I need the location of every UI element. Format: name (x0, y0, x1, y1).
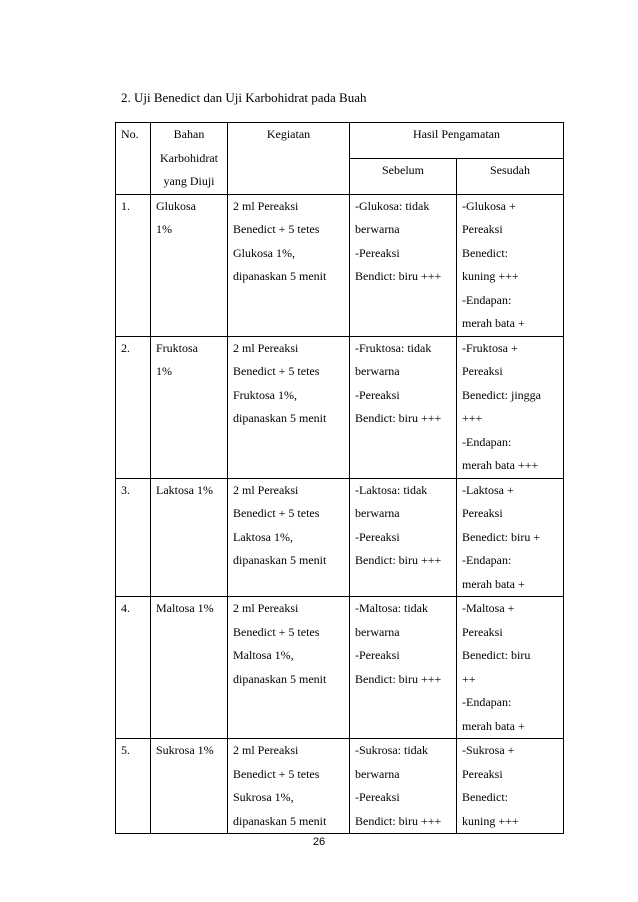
cell-kegiatan-line: Benedict + 5 tetes (233, 506, 320, 520)
cell-bahan (151, 478, 228, 597)
cell-kegiatan-line: Benedict + 5 tetes (233, 766, 320, 781)
cell-sesudah-line: -Endapan: (462, 434, 512, 449)
cell-sebelum-line: -Sukrosa: tidak (355, 743, 428, 757)
cell-sesudah (457, 739, 564, 834)
cell-kegiatan-line: dipanaskan 5 menit (233, 411, 327, 425)
cell-sesudah-line: -Glukosa + (462, 198, 516, 213)
cell-bahan-line: Fruktosa (156, 340, 198, 355)
cell-sebelum-line: berwarna (355, 222, 400, 236)
cell-bahan-line: Laktosa 1% (156, 482, 213, 497)
page-number: 26 (312, 836, 326, 848)
cell-sebelum-line: -Pereaksi (355, 529, 400, 544)
cell-sebelum-line: -Fruktosa: tidak (355, 340, 432, 355)
cell-kegiatan (228, 478, 350, 597)
cell-sesudah-line: merah bata + (462, 576, 525, 591)
cell-sesudah-line: Benedict: jingga (462, 387, 541, 402)
header-sebelum: Sebelum (350, 158, 457, 194)
cell-bahan-line: Glukosa (156, 198, 196, 213)
cell-sesudah-line: Pereaksi (462, 506, 503, 520)
cell-kegiatan-line: dipanaskan 5 menit (233, 269, 327, 283)
cell-no: 3. (116, 478, 151, 597)
cell-kegiatan-line: Maltosa 1%, (233, 648, 294, 662)
cell-bahan (151, 194, 228, 336)
cell-sebelum-line: Bendict: biru +++ (355, 813, 442, 828)
header-kegiatan: Kegiatan (228, 123, 350, 195)
header-bahan (151, 123, 228, 195)
table-body (116, 194, 564, 834)
cell-sebelum-line: berwarna (355, 766, 400, 781)
table-row (116, 597, 564, 739)
header-hasil: Hasil Pengamatan (350, 123, 564, 159)
cell-kegiatan-line: 2 ml Pereaksi (233, 482, 299, 497)
cell-kegiatan-line: 2 ml Pereaksi (233, 340, 299, 355)
cell-sesudah-line: -Endapan: (462, 292, 512, 307)
cell-sebelum-line: -Maltosa: tidak (355, 601, 428, 615)
cell-sebelum-line: Bendict: biru +++ (355, 269, 442, 283)
header-bahan-line: Bahan (173, 127, 205, 141)
cell-kegiatan-line: 2 ml Pereaksi (233, 743, 299, 757)
cell-kegiatan-line: Fruktosa 1%, (233, 387, 297, 402)
cell-no: 5. (116, 739, 151, 834)
cell-sesudah-line: merah bata + (462, 316, 525, 330)
cell-sebelum-line: Bendict: biru +++ (355, 553, 442, 567)
cell-sesudah-line: +++ (462, 411, 483, 425)
cell-kegiatan-line: Benedict + 5 tetes (233, 624, 320, 639)
cell-sebelum-line: -Pereaksi (355, 387, 400, 402)
cell-sebelum (350, 739, 457, 834)
observation-table (115, 122, 564, 834)
cell-sebelum-line: -Pereaksi (355, 790, 400, 804)
cell-sebelum (350, 336, 457, 478)
cell-sebelum-line: -Pereaksi (355, 648, 400, 662)
cell-bahan (151, 597, 228, 739)
cell-kegiatan-line: dipanaskan 5 menit (233, 813, 327, 828)
cell-sesudah-line: Benedict: (462, 790, 508, 804)
cell-kegiatan-line: Benedict + 5 tetes (233, 364, 320, 378)
cell-sesudah-line: Pereaksi (462, 624, 503, 639)
cell-sesudah-line: kuning +++ (462, 269, 519, 283)
cell-kegiatan-line: 2 ml Pereaksi (233, 601, 299, 615)
cell-kegiatan-line: Benedict + 5 tetes (233, 222, 320, 236)
cell-kegiatan (228, 194, 350, 336)
cell-sebelum-line: berwarna (355, 364, 400, 378)
cell-sesudah-line: Pereaksi (462, 364, 503, 378)
cell-sesudah-line: -Endapan: (462, 695, 512, 709)
cell-kegiatan-line: 2 ml Pereaksi (233, 198, 299, 213)
cell-no: 2. (116, 336, 151, 478)
cell-kegiatan-line: dipanaskan 5 menit (233, 553, 327, 567)
header-sesudah: Sesudah (457, 158, 564, 194)
cell-sebelum (350, 597, 457, 739)
cell-sebelum-line: Bendict: biru +++ (355, 411, 442, 425)
table-row (116, 739, 564, 834)
table-row (116, 336, 564, 478)
cell-sesudah-line: merah bata + (462, 718, 525, 733)
cell-sesudah (457, 478, 564, 597)
cell-no: 4. (116, 597, 151, 739)
cell-sebelum (350, 194, 457, 336)
cell-sesudah-line: merah bata +++ (462, 458, 539, 472)
cell-bahan-line: 1% (156, 222, 172, 236)
section-heading: 2. Uji Benedict dan Uji Karbohidrat pada Buah (121, 90, 367, 105)
cell-kegiatan-line: Sukrosa 1%, (233, 790, 294, 804)
cell-sesudah (457, 597, 564, 739)
cell-sesudah-line: Pereaksi (462, 766, 503, 781)
cell-kegiatan (228, 739, 350, 834)
cell-bahan-line: Sukrosa 1% (156, 743, 214, 757)
cell-sesudah-line: -Fruktosa + (462, 340, 518, 355)
cell-bahan-line: 1% (156, 364, 172, 378)
cell-kegiatan (228, 336, 350, 478)
cell-sebelum-line: Bendict: biru +++ (355, 671, 442, 686)
cell-sesudah-line: -Laktosa + (462, 482, 514, 497)
header-no: No. (116, 123, 151, 195)
cell-sebelum (350, 478, 457, 597)
cell-sesudah-line: Benedict: biru (462, 648, 531, 662)
cell-sesudah-line: ++ (462, 671, 476, 686)
cell-sesudah (457, 194, 564, 336)
header-bahan-line: Karbohidrat (160, 150, 218, 165)
cell-sesudah-line: kuning +++ (462, 813, 519, 828)
cell-sebelum-line: -Pereaksi (355, 245, 400, 260)
table-row (116, 194, 564, 336)
table-row (116, 478, 564, 597)
cell-sebelum-line: -Glukosa: tidak (355, 198, 430, 213)
cell-kegiatan-line: Laktosa 1%, (233, 529, 293, 544)
cell-kegiatan-line: dipanaskan 5 menit (233, 671, 327, 686)
cell-sebelum-line: berwarna (355, 624, 400, 639)
header-row (116, 123, 564, 159)
cell-sebelum-line: berwarna (355, 506, 400, 520)
header-bahan-line: yang Diuji (163, 174, 215, 188)
cell-kegiatan-line: Glukosa 1%, (233, 245, 295, 260)
cell-sesudah-line: -Endapan: (462, 553, 512, 567)
cell-sesudah-line: Benedict: biru + (462, 529, 541, 544)
cell-sebelum-line: -Laktosa: tidak (355, 482, 428, 497)
cell-sesudah-line: -Sukrosa + (462, 743, 515, 757)
cell-sesudah-line: Benedict: (462, 245, 508, 260)
cell-sesudah-line: -Maltosa + (462, 601, 515, 615)
cell-kegiatan (228, 597, 350, 739)
cell-bahan-line: Maltosa 1% (156, 601, 214, 615)
cell-bahan (151, 336, 228, 478)
cell-sesudah (457, 336, 564, 478)
cell-sesudah-line: Pereaksi (462, 222, 503, 236)
cell-no: 1. (116, 194, 151, 336)
cell-bahan (151, 739, 228, 834)
